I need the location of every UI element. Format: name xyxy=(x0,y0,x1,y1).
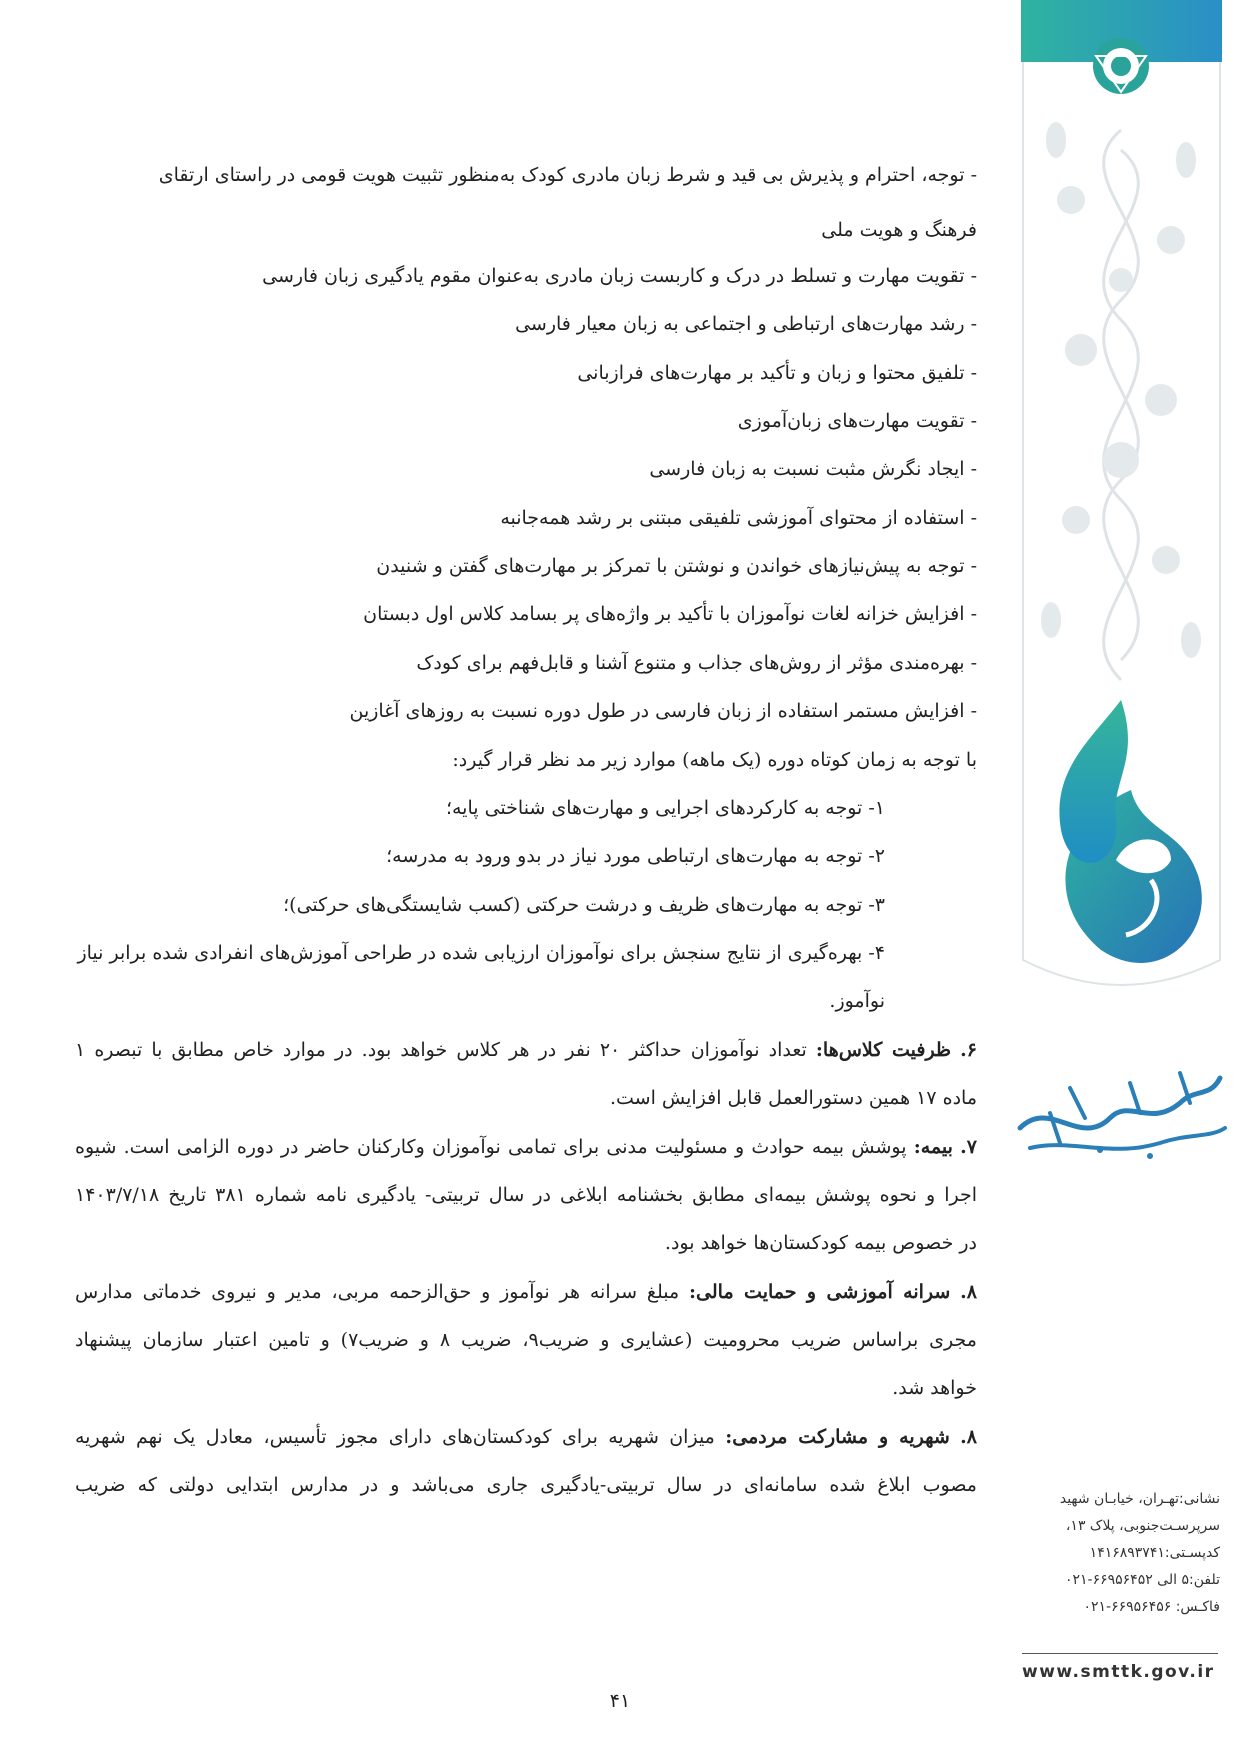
bullet-line: - تقویت مهارت و تسلط در درک و کاربست زبان مادری به‌عنوان مقوم یادگیری زبان فارسی xyxy=(262,265,977,287)
bullet-line: - رشد مهارت‌های ارتباطی و اجتماعی به زبان معیار فارسی xyxy=(515,313,977,335)
numbered-item: ۳- توجه به مهارت‌های ظریف و درشت حرکتی (کسب شایستگی‌های حرکتی)؛ xyxy=(283,894,885,916)
section-insurance xyxy=(75,1120,977,1175)
bullet-line: - افزایش خزانه لغات نوآموزان با تأکید بر واژه‌های پر بسامد کلاس اول دبستان xyxy=(363,603,977,625)
section-text: تعداد نوآموزان حداکثر ۲۰ نفر در هر کلاس خواهد بود. در موارد خاص مطابق با تبصره ۱ xyxy=(75,1039,816,1061)
section-tuition xyxy=(75,1410,977,1465)
section-title: ظرفیت کلاس‌ها: xyxy=(815,1039,952,1061)
section-capacity xyxy=(75,1023,977,1078)
numbered-item: ۴- بهره‌گیری از نتایج سنجش برای نوآموزان ارزیابی شده در طراحی آموزش‌های انفرادی شده برابر نیاز xyxy=(77,942,885,964)
section-text: در خصوص بیمه کودکستان‌ها خواهد بود. xyxy=(664,1232,977,1254)
bullet-line: - ایجاد نگرش مثبت نسبت به زبان فارسی xyxy=(649,458,977,480)
numbered-item: ۲- توجه به مهارت‌های ارتباطی مورد نیاز در بدو ورود به مدرسه؛ xyxy=(386,845,885,867)
bullet-line-cont: فرهنگ و هویت ملی xyxy=(821,219,977,241)
section-text: مجری براساس ضریب محرومیت (عشایری و ضریب۹، ضریب ۸ و ضریب۷) و تامین اعتبار سازمان پیشنهاد xyxy=(75,1329,977,1351)
bullet-line: - تلفیق محتوا و زبان و تأکید بر مهارت‌های فرازبانی xyxy=(577,362,977,384)
section-text: مصوب ابلاغ شده سامانه‌ای در سال تربیتی-یادگیری جاری می‌باشد و در مدارس ابتدایی دولتی که ضریب xyxy=(75,1474,977,1496)
section-number: ۸. xyxy=(960,1426,977,1448)
divider xyxy=(1022,1653,1218,1654)
website-link[interactable]: www.smttk.gov.ir xyxy=(1022,1662,1215,1682)
phone: تلفن:۵ الی ۶۶۹۵۶۴۵۲-۰۲۱ xyxy=(1064,1572,1220,1588)
section-text: ماده ۱۷ همین دستورالعمل قابل افزایش است. xyxy=(609,1087,977,1109)
decorative-sidebar xyxy=(1021,0,1222,1010)
address-line: سرپرسـت‌جنوبی، پلاک ۱۳، xyxy=(1065,1518,1220,1534)
postal-code: کدپسـتی:۱۴۱۶۸۹۳۷۴۱ xyxy=(1089,1545,1220,1561)
bullet-line: - توجه، احترام و پذیرش بی قید و شرط زبان مادری کودک به‌منظور تثبیت هویت قومی در راستای ارتقای xyxy=(158,164,977,186)
section-text: خواهد شد. xyxy=(892,1377,977,1399)
address-line: نشانی:تهـران، خیابـان شهید xyxy=(1059,1491,1220,1507)
section-text: پوشش بیمه حوادث و مسئولیت مدنی برای تمامی نوآموزان وکارکنان حاضر در دوره الزامی است. شیوه xyxy=(75,1136,914,1158)
section-number: ۶. xyxy=(960,1039,977,1061)
section-title: شهریه و مشارکت مردمی: xyxy=(725,1426,950,1448)
floral-ornament-icon xyxy=(1021,0,1222,1010)
page-number: ۴۱ xyxy=(609,1690,631,1712)
section-text: مبلغ سرانه هر نوآموز و حق‌الزحمه مربی، مدیر و نیروی خدماتی مدارس xyxy=(75,1281,690,1303)
bullet-line: - استفاده از محتوای آموزشی تلفیقی مبتنی بر رشد همه‌جانبه xyxy=(500,507,977,529)
bullet-line: - افزایش مستمر استفاده از زبان فارسی در طول دوره نسبت به روزهای آغازین xyxy=(349,700,977,722)
bullet-line: - توجه به پیش‌نیازهای خواندن و نوشتن با تمرکز بر مهارت‌های گفتن و شنیدن xyxy=(376,555,977,577)
numbered-item: ۱- توجه به کارکردهای اجرایی و مهارت‌های شناختی پایه؛ xyxy=(445,797,885,819)
section-number: ۷. xyxy=(960,1136,978,1158)
bullet-line: - بهره‌مندی مؤثر از روش‌های جذاب و متنوع آشنا و قابل‌فهم برای کودک xyxy=(416,652,977,674)
numbered-item-cont: نوآموز. xyxy=(829,990,885,1012)
section-number: ۸. xyxy=(960,1281,977,1303)
fax: فاکـس: ۶۶۹۵۶۴۵۶-۰۲۱ xyxy=(1083,1599,1220,1615)
section-funding xyxy=(75,1265,977,1320)
section-title: بیمه: xyxy=(913,1136,953,1158)
bullet-line: - تقویت مهارت‌های زبان‌آموزی xyxy=(737,410,977,432)
section-title: سرانه آموزشی و حمایت مالی: xyxy=(689,1281,951,1303)
contact-address xyxy=(1020,1486,1220,1621)
section-text: میزان شهریه برای کودکستان‌های دارای مجوز تأسیس، معادل یک نهم شهریه xyxy=(75,1426,726,1448)
intro-line: با توجه به زمان کوتاه دوره (یک ماهه) موارد زیر مد نظر قرار گیرد: xyxy=(452,749,977,771)
section-text: اجرا و نحوه پوشش بیمه‌ای مطابق بخشنامه ابلاغی در سال تربیتی- یادگیری نامه شماره ۳۸۱ تاریخ ۱۴۰۳/۷/۱۸ xyxy=(75,1184,978,1206)
organization-logo-calligraphy xyxy=(1010,1058,1230,1168)
